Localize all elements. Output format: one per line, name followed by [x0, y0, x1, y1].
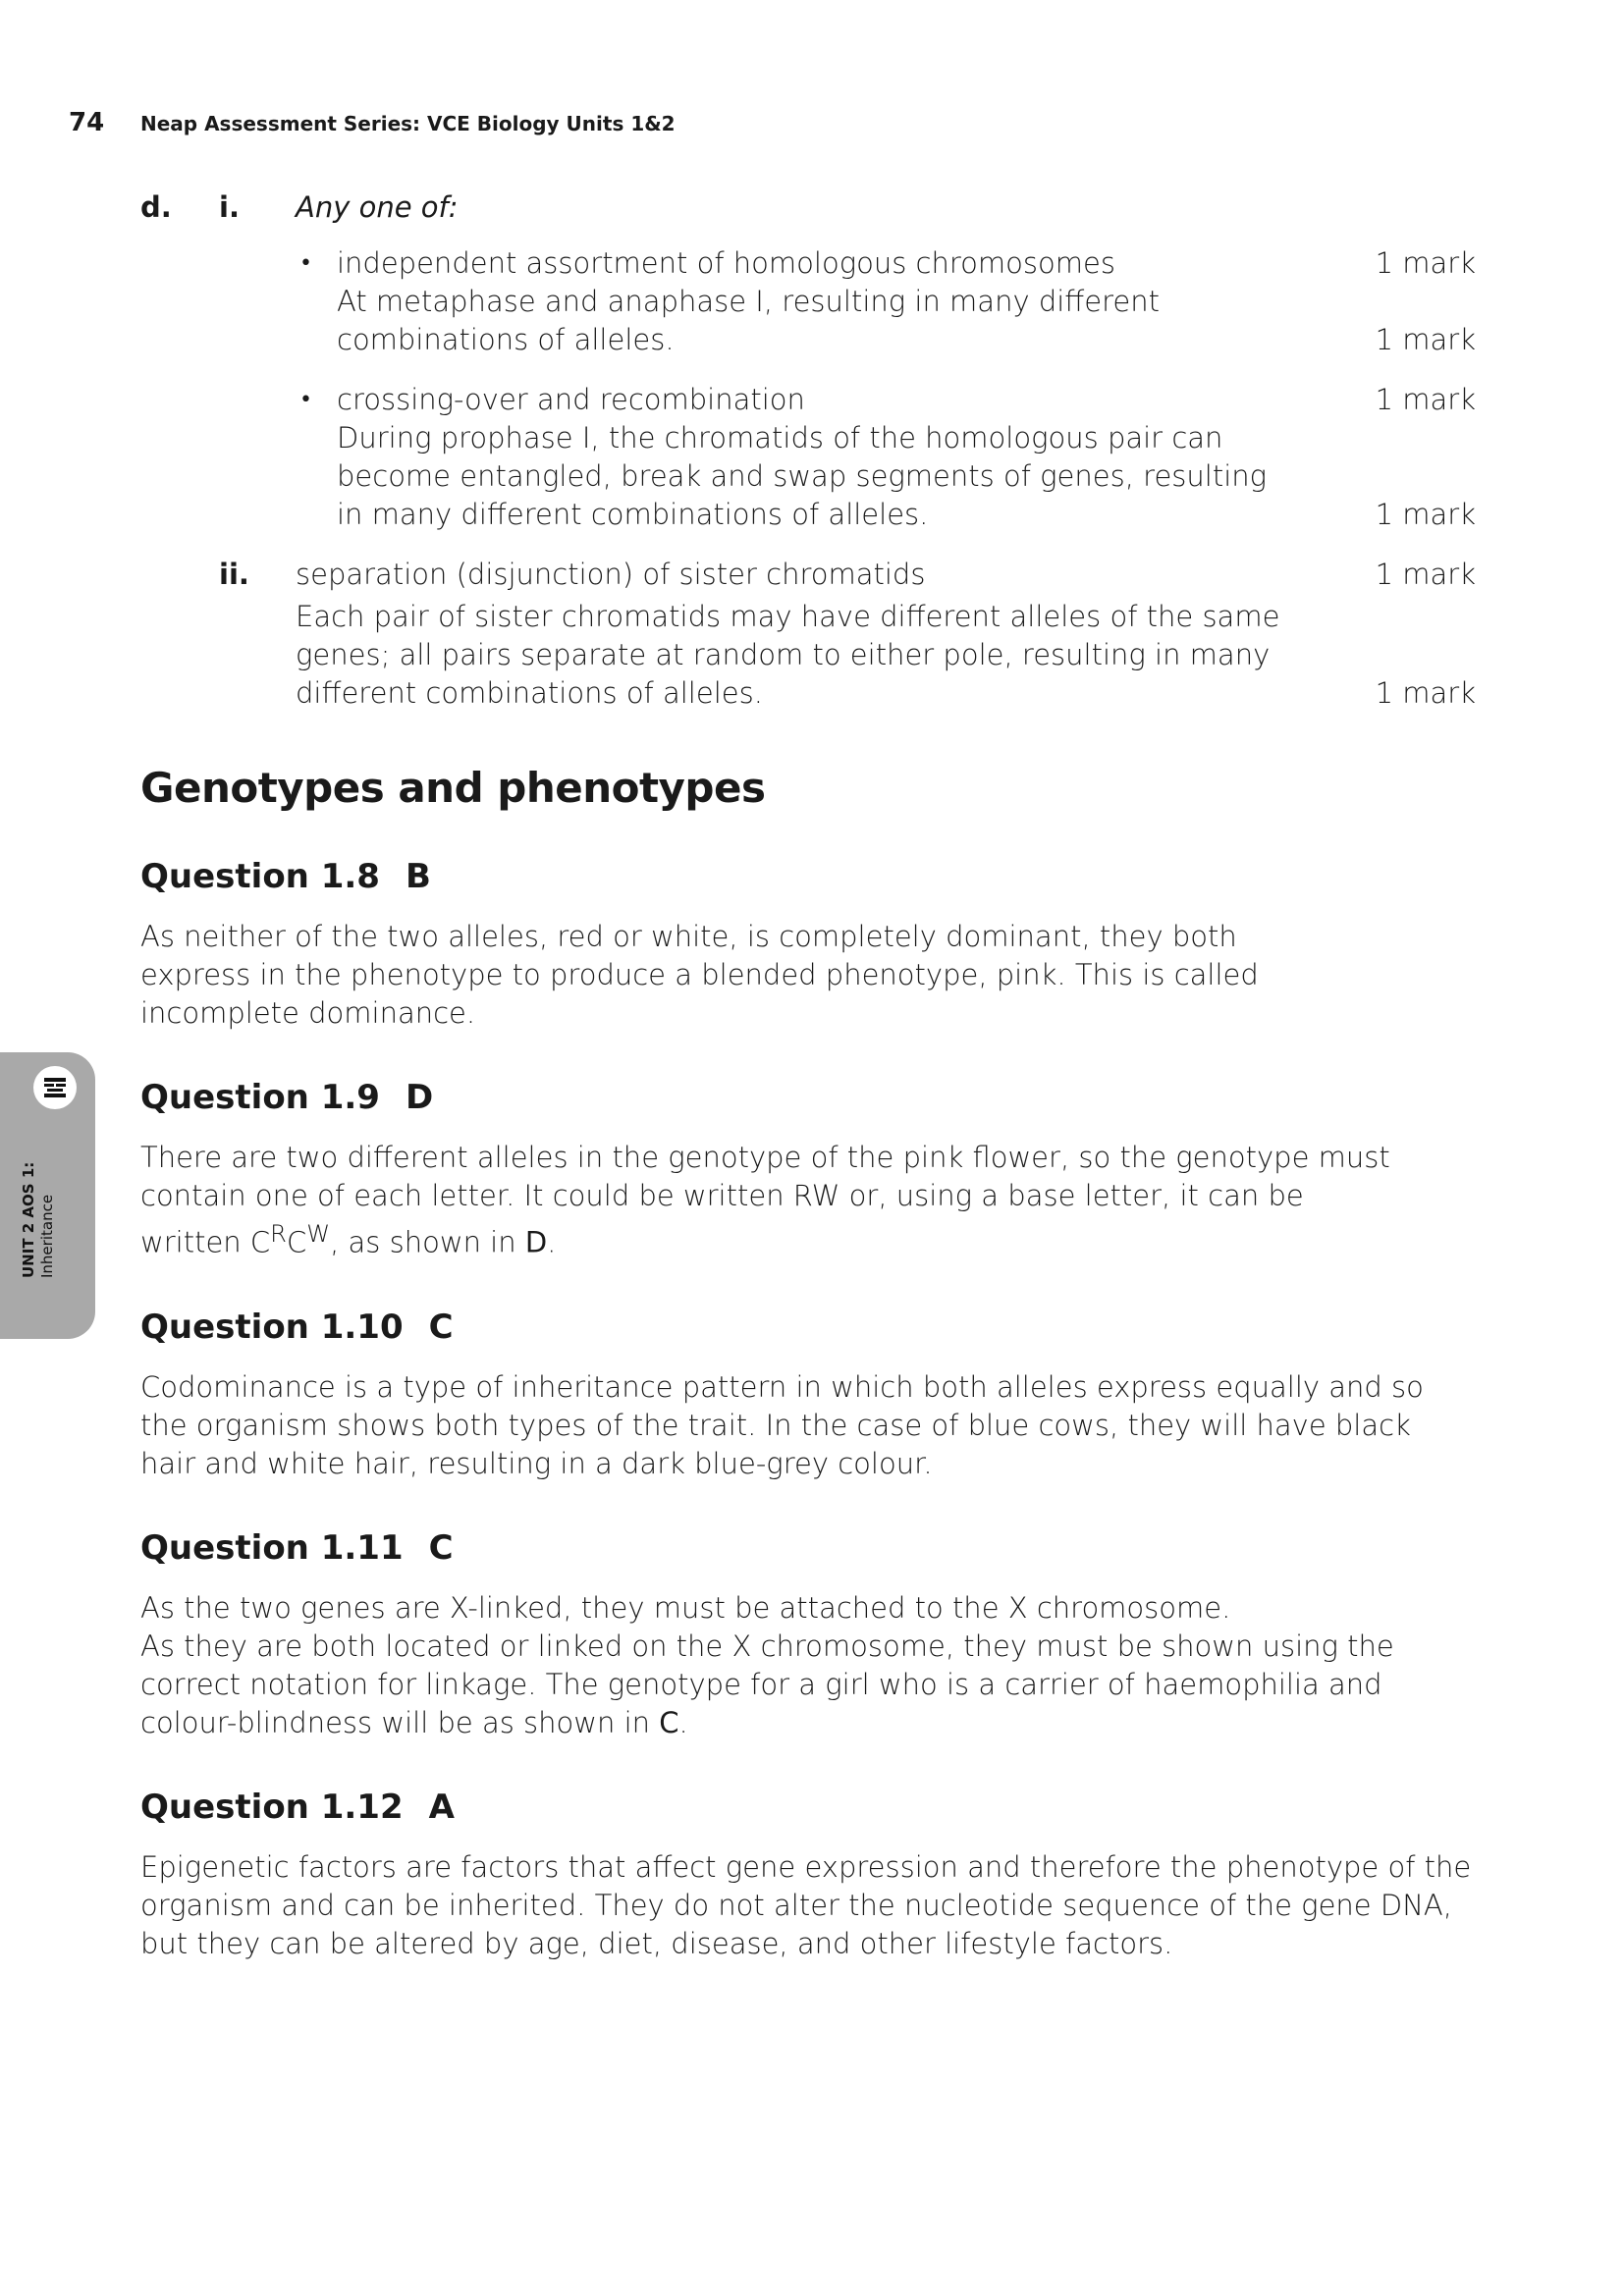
question-heading — [140, 1078, 1476, 1117]
unit-tab-line2: Inheritance — [38, 1194, 56, 1278]
bullet-dot-icon: • — [299, 251, 312, 276]
explanation-line: As the two genes are X-linked, they must be attached to the X chromosome. — [140, 1590, 1231, 1625]
question-explanation: Epigenetic factors are factors that affect gene expression and therefore the phenotype of the organism and can be inherited. They do not alter the nucleotide sequence of the gene DNA, but they can be altered by age, diet, disease, and other lifestyle factors. — [140, 1849, 1472, 1960]
question-answer: C — [428, 1307, 454, 1347]
question-heading — [140, 1528, 1476, 1568]
question-number: Question 1.10 — [140, 1307, 404, 1347]
question-explanation: Codominance is a type of inheritance pattern in which both alleles express equally and so the organism shows both types of the trait. In the case of blue cows, they will have black hair and white hair, resulting in a dark blue-grey colour. — [140, 1369, 1424, 1480]
question-number: Question 1.12 — [140, 1787, 404, 1827]
unit-tab-line1: UNIT 2 AOS 1: — [20, 1161, 37, 1278]
mark-label: 1 mark — [1375, 383, 1476, 416]
question-heading — [140, 857, 1476, 896]
bullet-detail-text: At metaphase and anaphase I, resulting in many different combinations of alleles. — [337, 285, 1160, 356]
allele-superscript: R — [270, 1220, 287, 1248]
section-title: Genotypes and phenotypes — [140, 764, 766, 812]
question-block — [140, 857, 1476, 1033]
mark-label: 1 mark — [1375, 323, 1476, 356]
allele-superscript: W — [306, 1220, 331, 1248]
bullet-main-text: crossing-over and recombination — [337, 383, 805, 416]
question-answer: B — [405, 857, 431, 896]
page-number: 74 — [69, 108, 105, 137]
running-title: Neap Assessment Series: VCE Biology Units 1&2 — [140, 112, 676, 135]
page-header — [69, 108, 676, 147]
answer-reference: D — [524, 1225, 548, 1259]
explanation-text: . — [678, 1705, 688, 1739]
question-explanation — [140, 1589, 1466, 1742]
mark-label: 1 mark — [1375, 558, 1476, 591]
question-heading — [140, 1308, 1476, 1347]
question-block — [140, 1078, 1476, 1262]
question-number: Question 1.11 — [140, 1527, 404, 1568]
explanation-text: There are two different alleles in the genotype of the pink flower, so the genotype must contain one of each letter. It could be written RW or, using a base letter, it can be written C — [140, 1141, 1390, 1259]
any-one-of-intro: Any one of: — [296, 190, 459, 224]
question-number: Question 1.9 — [140, 1078, 380, 1117]
bullet-dot-icon: • — [299, 388, 312, 412]
explanation-text: C — [286, 1225, 307, 1259]
explanation-text: As they are both located or linked on the X chromosome, they must be shown using the correct notation for linkage. The genotype for a girl who is a carrier of haemophilia and colour-blindness will be as shown in — [140, 1629, 1394, 1739]
part-d — [140, 188, 1476, 713]
part-ii-label: ii. — [219, 558, 249, 591]
question-number: Question 1.8 — [140, 857, 380, 896]
mark-label: 1 mark — [1375, 498, 1476, 531]
part-d-label: d. — [140, 190, 172, 224]
mark-label: 1 mark — [1375, 676, 1476, 710]
neap-logo-icon — [33, 1066, 77, 1109]
part-i-label: i. — [219, 190, 240, 224]
bullet-detail-text: During prophase I, the chromatids of the homologous pair can become entangled, break and swap segments of genes, resulting in many different combinations of alleles. — [337, 421, 1268, 531]
part-ii-detail-text: Each pair of sister chromatids may have different alleles of the same genes; all pairs separate at random to either pole, resulting in many different combinations of alleles. — [296, 600, 1280, 710]
answer-reference: C — [659, 1705, 679, 1739]
part-ii — [140, 556, 1476, 713]
unit-side-tab — [0, 1052, 95, 1339]
question-answer: C — [428, 1527, 454, 1568]
unit-tab-label — [20, 1162, 57, 1278]
question-answer: A — [428, 1787, 455, 1827]
part-ii-main-text: separation (disjunction) of sister chromatids — [296, 558, 926, 591]
explanation-text: . — [547, 1225, 557, 1259]
explanation-text: , as shown in — [330, 1225, 525, 1259]
question-answer: D — [405, 1078, 434, 1117]
mark-label: 1 mark — [1375, 246, 1476, 280]
question-block — [140, 1788, 1476, 1963]
answer-bullet — [299, 381, 1476, 534]
bullet-main-text: independent assortment of homologous chromosomes — [337, 246, 1115, 280]
question-heading — [140, 1788, 1476, 1827]
answer-bullet — [299, 244, 1476, 359]
question-block — [140, 1528, 1476, 1742]
question-explanation: As neither of the two alleles, red or white, is completely dominant, they both express in the phenotype to produce a blended phenotype, pink. This is called incomplete dominance. — [140, 920, 1259, 1030]
page-content — [140, 188, 1476, 1963]
question-block — [140, 1308, 1476, 1483]
question-explanation — [140, 1139, 1402, 1262]
